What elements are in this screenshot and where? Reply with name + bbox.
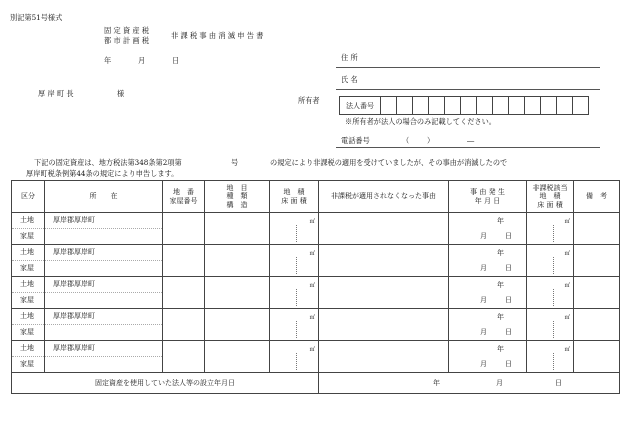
- date-day: 日: [172, 56, 180, 65]
- occurrence-date-cell[interactable]: 年 月 日: [449, 341, 527, 373]
- reason-cell[interactable]: [319, 341, 449, 373]
- footer-year: 年: [433, 379, 440, 387]
- reason-cell[interactable]: [319, 309, 449, 341]
- header-kubun: 区分: [12, 181, 45, 213]
- table-row: [12, 277, 620, 309]
- footer-month: 月: [496, 379, 503, 387]
- corp-digit[interactable]: [413, 97, 429, 115]
- category-cell[interactable]: [205, 277, 270, 309]
- addressee-honorific: 様: [117, 89, 125, 98]
- header-gaito: 非課税該当 地 積 床 面 積: [527, 181, 574, 213]
- remarks-cell[interactable]: [574, 309, 620, 341]
- table-header-row: [12, 181, 620, 213]
- header-shozai: 所 在: [45, 181, 163, 213]
- phone-dash: ―: [467, 136, 475, 145]
- intro-go: 号: [231, 158, 239, 167]
- form-number: 別記第51号様式: [10, 13, 63, 22]
- exempt-area-cell[interactable]: ㎡: [527, 213, 574, 245]
- intro-part1: 下記の固定資産は、地方税法第348条第2項第: [34, 158, 182, 167]
- address-label: 住 所: [341, 53, 358, 62]
- exempt-area-cell[interactable]: ㎡: [527, 277, 574, 309]
- corp-digit[interactable]: [477, 97, 493, 115]
- remarks-cell[interactable]: [574, 245, 620, 277]
- corp-digit[interactable]: [573, 97, 589, 115]
- header-chimoku: 地 目 種 類 構 造: [205, 181, 270, 213]
- corp-digit[interactable]: [557, 97, 573, 115]
- table-row: [12, 309, 620, 341]
- table-row: [12, 213, 620, 245]
- exempt-area-cell[interactable]: ㎡: [527, 309, 574, 341]
- addressee-name: 厚 岸 町 長: [38, 89, 74, 98]
- table-row: [12, 245, 620, 277]
- exempt-area-cell[interactable]: ㎡: [527, 245, 574, 277]
- reason-cell[interactable]: [319, 277, 449, 309]
- corp-number-label: 法人番号: [340, 97, 381, 115]
- header-jiyu: 非課税が適用されなくなった事由: [319, 181, 449, 213]
- title-main: 非 課 税 事 由 消 滅 申 告 書: [171, 31, 264, 40]
- area-cell[interactable]: ㎡: [270, 245, 319, 277]
- phone-close-paren: ）: [427, 136, 435, 145]
- phone-open-paren: （: [402, 136, 410, 145]
- reason-cell[interactable]: [319, 213, 449, 245]
- lot-number-cell[interactable]: [163, 245, 205, 277]
- remarks-cell[interactable]: [574, 341, 620, 373]
- lot-number-cell[interactable]: [163, 277, 205, 309]
- intro-line2: 厚岸町税条例第44条の規定により申告します。: [26, 169, 179, 178]
- header-hassei: 事 由 発 生 年 月 日: [449, 181, 527, 213]
- corp-digit[interactable]: [541, 97, 557, 115]
- corp-digit[interactable]: [397, 97, 413, 115]
- date-month: 月: [138, 56, 146, 65]
- footer-date-cell[interactable]: [319, 373, 620, 394]
- corp-digit[interactable]: [509, 97, 525, 115]
- location-cell[interactable]: 厚岸郡厚岸町: [45, 341, 163, 373]
- area-cell[interactable]: ㎡: [270, 277, 319, 309]
- location-cell[interactable]: 厚岸郡厚岸町: [45, 277, 163, 309]
- category-cell[interactable]: [205, 245, 270, 277]
- corp-number-box: [339, 96, 589, 115]
- table-row: [12, 341, 620, 373]
- name-label: 氏 名: [341, 75, 358, 84]
- header-chiban: 地 番 家屋番号: [163, 181, 205, 213]
- occurrence-date-cell[interactable]: 年 月 日: [449, 277, 527, 309]
- category-cell[interactable]: [205, 309, 270, 341]
- header-biko: 備 考: [574, 181, 620, 213]
- header-menseki: 地 積 床 面 積: [270, 181, 319, 213]
- location-cell[interactable]: 厚岸郡厚岸町: [45, 213, 163, 245]
- kind-cell: 土地 家屋: [12, 245, 45, 277]
- corp-digit[interactable]: [525, 97, 541, 115]
- kind-cell: 土地 家屋: [12, 341, 45, 373]
- reason-cell[interactable]: [319, 245, 449, 277]
- phone-label: 電話番号: [341, 136, 370, 145]
- area-cell[interactable]: ㎡: [270, 213, 319, 245]
- asset-table: [11, 180, 620, 394]
- date-year: 年: [104, 56, 112, 65]
- intro-part2: の規定により非課税の適用を受けていましたが、その事由が消滅したので: [270, 158, 508, 167]
- corp-digit[interactable]: [461, 97, 477, 115]
- footer-label: 固定資産を使用していた法人等の設立年月日: [12, 373, 319, 394]
- corp-digit[interactable]: [429, 97, 445, 115]
- footer-day: 日: [555, 379, 562, 387]
- kind-cell: 土地 家屋: [12, 277, 45, 309]
- lot-number-cell[interactable]: [163, 341, 205, 373]
- exempt-area-cell[interactable]: ㎡: [527, 341, 574, 373]
- location-cell[interactable]: 厚岸郡厚岸町: [45, 309, 163, 341]
- occurrence-date-cell[interactable]: 年 月 日: [449, 309, 527, 341]
- phone-line[interactable]: [336, 147, 600, 148]
- lot-number-cell[interactable]: [163, 309, 205, 341]
- footer-row: [12, 373, 620, 394]
- category-cell[interactable]: [205, 341, 270, 373]
- area-cell[interactable]: ㎡: [270, 309, 319, 341]
- occurrence-date-cell[interactable]: 年 月 日: [449, 213, 527, 245]
- kind-cell: 土地 家屋: [12, 309, 45, 341]
- lot-number-cell[interactable]: [163, 213, 205, 245]
- address-line[interactable]: [336, 67, 600, 68]
- name-line[interactable]: [336, 89, 600, 90]
- occurrence-date-cell[interactable]: 年 月 日: [449, 245, 527, 277]
- corp-note: ※所有者が法人の場合のみ記載してください。: [345, 117, 496, 126]
- category-cell[interactable]: [205, 213, 270, 245]
- title-line-2: 都 市 計 画 税: [104, 36, 150, 45]
- remarks-cell[interactable]: [574, 213, 620, 245]
- corp-digit[interactable]: [493, 97, 509, 115]
- corp-digit[interactable]: [381, 97, 397, 115]
- owner-heading: 所有者: [298, 96, 320, 105]
- title-line-1: 固 定 資 産 税: [104, 26, 150, 35]
- kind-cell: 土地 家屋: [12, 213, 45, 245]
- remarks-cell[interactable]: [574, 277, 620, 309]
- corp-digit[interactable]: [445, 97, 461, 115]
- location-cell[interactable]: 厚岸郡厚岸町: [45, 245, 163, 277]
- area-cell[interactable]: ㎡: [270, 341, 319, 373]
